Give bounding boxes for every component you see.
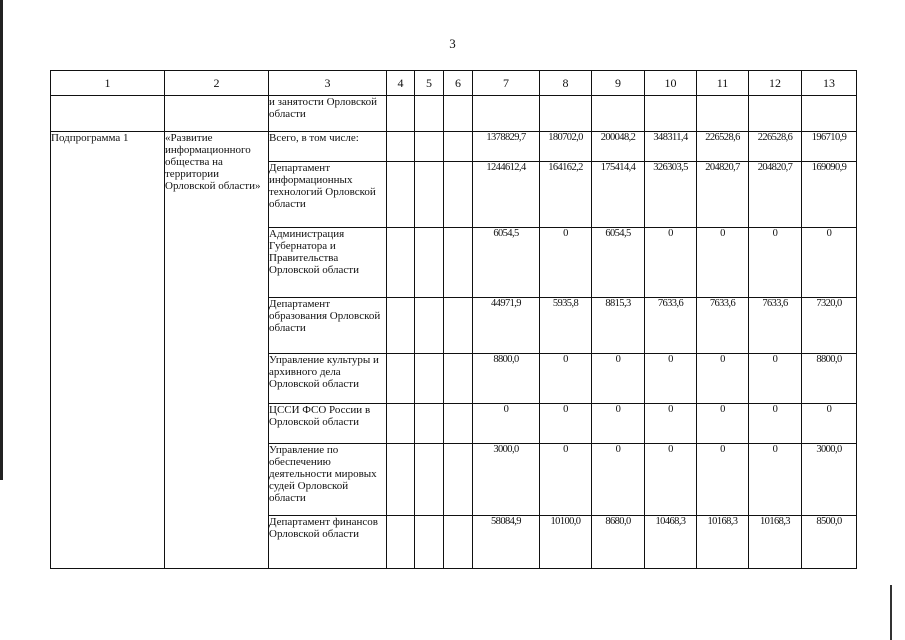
- header-cell: 10: [645, 71, 697, 96]
- value-cell: 0: [592, 404, 645, 444]
- scan-right-edge: [890, 585, 892, 640]
- row-label: Управление культуры и архивного дела Орловской области: [269, 354, 387, 404]
- empty-cell: [415, 354, 444, 404]
- value-cell: 1244612,4: [473, 162, 540, 228]
- empty-cell: [645, 96, 697, 132]
- empty-cell: [415, 228, 444, 298]
- value-cell: 200048,2: [592, 132, 645, 162]
- value-cell: 0: [645, 444, 697, 516]
- value-cell: 10100,0: [540, 516, 592, 569]
- value-cell: 0: [592, 444, 645, 516]
- empty-cell: [802, 96, 857, 132]
- empty-cell: [387, 444, 415, 516]
- empty-cell: [387, 162, 415, 228]
- empty-cell: [444, 444, 473, 516]
- header-cell: 3: [269, 71, 387, 96]
- row-label: Управление по обеспечению деятельности мировых судей Орловской области: [269, 444, 387, 516]
- scan-left-edge: [0, 0, 3, 480]
- header-cell: 2: [165, 71, 269, 96]
- value-cell: 0: [749, 444, 802, 516]
- value-cell: 196710,9: [802, 132, 857, 162]
- continuation-text: и занятости Орловской области: [269, 96, 387, 132]
- empty-cell: [749, 96, 802, 132]
- value-cell: 5935,8: [540, 298, 592, 354]
- value-cell: 326303,5: [645, 162, 697, 228]
- empty-cell: [387, 132, 415, 162]
- empty-cell: [444, 132, 473, 162]
- row-label: Департамент информационных технологий Орловской области: [269, 162, 387, 228]
- value-cell: 0: [540, 444, 592, 516]
- value-cell: 7633,6: [645, 298, 697, 354]
- empty-cell: [415, 516, 444, 569]
- value-cell: 0: [749, 228, 802, 298]
- value-cell: 0: [749, 404, 802, 444]
- empty-cell: [165, 96, 269, 132]
- value-cell: 3000,0: [802, 444, 857, 516]
- value-cell: 226528,6: [749, 132, 802, 162]
- empty-cell: [415, 132, 444, 162]
- subprogram-name: Подпрограмма 1: [51, 132, 165, 569]
- value-cell: 180702,0: [540, 132, 592, 162]
- row-label: Департамент образования Орловской области: [269, 298, 387, 354]
- empty-cell: [540, 96, 592, 132]
- page-number: 3: [449, 36, 456, 51]
- empty-cell: [387, 516, 415, 569]
- empty-cell: [444, 516, 473, 569]
- row-label: ЦССИ ФСО России в Орловской области: [269, 404, 387, 444]
- value-cell: 204820,7: [749, 162, 802, 228]
- value-cell: 7633,6: [697, 298, 749, 354]
- header-cell: 6: [444, 71, 473, 96]
- empty-cell: [473, 96, 540, 132]
- value-cell: 6054,5: [592, 228, 645, 298]
- subprogram-title: «Развитие информационного общества на территории Орловской области»: [165, 132, 269, 569]
- value-cell: 8800,0: [802, 354, 857, 404]
- value-cell: 0: [540, 228, 592, 298]
- empty-cell: [415, 162, 444, 228]
- value-cell: 0: [645, 354, 697, 404]
- value-cell: 0: [540, 404, 592, 444]
- empty-cell: [444, 354, 473, 404]
- value-cell: 8680,0: [592, 516, 645, 569]
- empty-cell: [444, 96, 473, 132]
- empty-cell: [387, 228, 415, 298]
- value-cell: 1378829,7: [473, 132, 540, 162]
- empty-cell: [444, 162, 473, 228]
- value-cell: 348311,4: [645, 132, 697, 162]
- empty-cell: [415, 444, 444, 516]
- value-cell: 204820,7: [697, 162, 749, 228]
- empty-cell: [387, 354, 415, 404]
- header-cell: 12: [749, 71, 802, 96]
- value-cell: 44971,9: [473, 298, 540, 354]
- value-cell: 7633,6: [749, 298, 802, 354]
- empty-cell: [387, 96, 415, 132]
- empty-cell: [444, 404, 473, 444]
- value-cell: 10168,3: [697, 516, 749, 569]
- empty-cell: [415, 404, 444, 444]
- empty-cell: [592, 96, 645, 132]
- value-cell: 0: [473, 404, 540, 444]
- value-cell: 58084,9: [473, 516, 540, 569]
- value-cell: 169090,9: [802, 162, 857, 228]
- value-cell: 7320,0: [802, 298, 857, 354]
- value-cell: 10168,3: [749, 516, 802, 569]
- value-cell: 226528,6: [697, 132, 749, 162]
- row-label: Департамент финансов Орловской области: [269, 516, 387, 569]
- value-cell: 8800,0: [473, 354, 540, 404]
- value-cell: 8500,0: [802, 516, 857, 569]
- empty-cell: [415, 96, 444, 132]
- header-cell: 1: [51, 71, 165, 96]
- empty-cell: [697, 96, 749, 132]
- value-cell: 0: [645, 228, 697, 298]
- value-cell: 0: [645, 404, 697, 444]
- value-cell: 0: [697, 228, 749, 298]
- empty-cell: [387, 404, 415, 444]
- header-cell: 8: [540, 71, 592, 96]
- header-cell: 9: [592, 71, 645, 96]
- empty-cell: [387, 298, 415, 354]
- value-cell: 175414,4: [592, 162, 645, 228]
- empty-cell: [444, 228, 473, 298]
- value-cell: 10468,3: [645, 516, 697, 569]
- value-cell: 0: [802, 404, 857, 444]
- empty-cell: [51, 96, 165, 132]
- value-cell: 0: [749, 354, 802, 404]
- header-cell: 13: [802, 71, 857, 96]
- budget-table: [50, 70, 857, 569]
- header-row: [51, 71, 857, 96]
- value-cell: 0: [592, 354, 645, 404]
- header-cell: 7: [473, 71, 540, 96]
- value-cell: 8815,3: [592, 298, 645, 354]
- value-cell: 164162,2: [540, 162, 592, 228]
- continuation-row: [51, 96, 857, 132]
- row-label: Администрация Губернатора и Правительства Орловской области: [269, 228, 387, 298]
- empty-cell: [444, 298, 473, 354]
- value-cell: 0: [802, 228, 857, 298]
- header-cell: 11: [697, 71, 749, 96]
- value-cell: 3000,0: [473, 444, 540, 516]
- value-cell: 6054,5: [473, 228, 540, 298]
- value-cell: 0: [697, 354, 749, 404]
- table-row: [51, 132, 857, 162]
- header-cell: 4: [387, 71, 415, 96]
- value-cell: 0: [540, 354, 592, 404]
- row-label: Всего, в том числе:: [269, 132, 387, 162]
- value-cell: 0: [697, 404, 749, 444]
- empty-cell: [415, 298, 444, 354]
- value-cell: 0: [697, 444, 749, 516]
- header-cell: 5: [415, 71, 444, 96]
